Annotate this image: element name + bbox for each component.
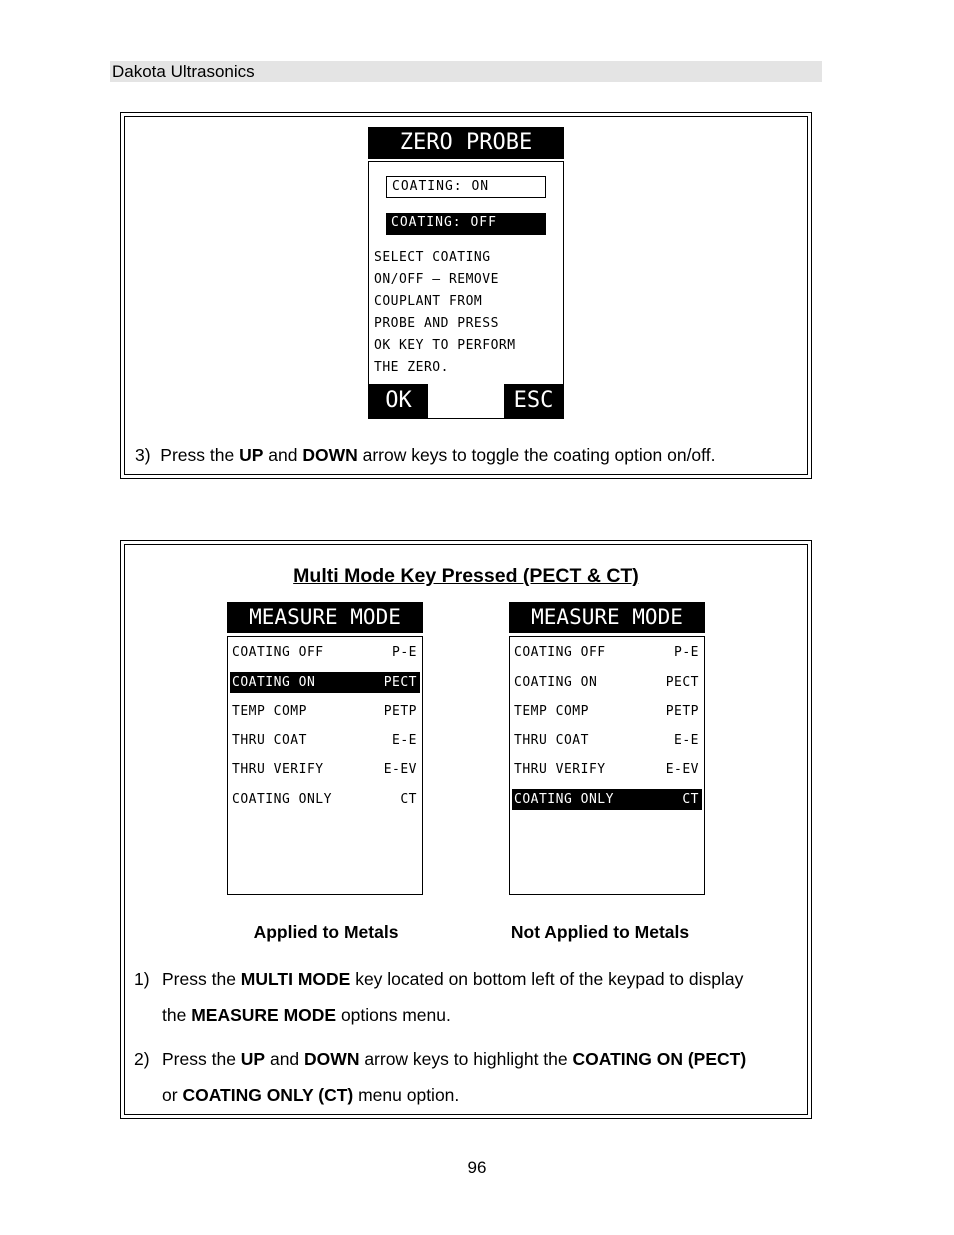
menu-item-coating-only[interactable]: COATING ONLY CT — [512, 789, 702, 810]
up-key-label: UP — [240, 1049, 266, 1069]
measure-mode-screen-right — [509, 602, 705, 895]
applied-to-metals-caption: Applied to Metals — [253, 922, 399, 942]
step-1-number: 1) — [134, 969, 150, 989]
page-number: 96 — [467, 1158, 487, 1177]
step-3-post: arrow keys to toggle the coating option on/off. — [357, 445, 716, 465]
down-key-label: DOWN — [302, 445, 358, 465]
step-1-text: Press the MULTI MODE key located on bottom left of the keypad to display the MEASURE MODE options menu. — [162, 969, 744, 1025]
down-key-label: DOWN — [304, 1049, 360, 1069]
menu-item-thru-coat[interactable]: THRU COAT E-E — [232, 733, 417, 748]
step-3-instruction — [135, 444, 805, 466]
document-header — [110, 61, 822, 82]
step-2-text: Press the UP and DOWN arrow keys to highlight the COATING ON (PECT) or COATING ONLY (CT) menu option. — [162, 1049, 747, 1105]
measure-mode-title-right: MEASURE MODE — [509, 602, 705, 633]
coating-on-option[interactable]: COATING: ON — [386, 176, 546, 198]
menu-item-temp-comp[interactable]: TEMP COMP PETP — [232, 704, 417, 719]
menu-item-thru-verify[interactable]: THRU VERIFY E-EV — [232, 762, 417, 777]
multi-mode-heading-text: Multi Mode Key Pressed (PECT & CT) — [293, 565, 639, 587]
menu-item-coating-on[interactable]: COATING ON PECT — [514, 675, 699, 690]
measure-mode-title-left: MEASURE MODE — [227, 602, 423, 633]
esc-button[interactable]: ESC — [504, 384, 563, 418]
step-1-instruction — [134, 961, 804, 1033]
measure-mode-list-left — [227, 636, 423, 895]
coating-off-option[interactable]: COATING: OFF — [386, 213, 546, 235]
step-2-number: 2) — [134, 1049, 150, 1069]
menu-item-thru-coat[interactable]: THRU COAT E-E — [514, 733, 699, 748]
multi-mode-key-label: MULTI MODE — [240, 969, 351, 989]
zero-probe-screen — [368, 127, 564, 419]
coating-on-option-label: COATING ON (PECT) — [572, 1049, 747, 1069]
coating-only-option-label: COATING ONLY (CT) — [182, 1085, 354, 1105]
menu-item-thru-verify[interactable]: THRU VERIFY E-EV — [514, 762, 699, 777]
zero-probe-figure-frame — [120, 112, 812, 479]
menu-item-coating-on[interactable]: COATING ON PECT — [230, 672, 420, 693]
measure-mode-menu-label: MEASURE MODE — [191, 1005, 337, 1025]
up-key-label: UP — [239, 445, 264, 465]
zero-probe-title: ZERO PROBE — [368, 127, 564, 159]
zero-probe-body — [368, 161, 564, 419]
not-applied-to-metals-caption: Not Applied to Metals — [510, 922, 690, 942]
step-3-pre: Press the — [160, 445, 240, 465]
ok-button[interactable]: OK — [369, 384, 428, 418]
menu-item-coating-only[interactable]: COATING ONLY CT — [232, 792, 417, 807]
step-3-number: 3) — [135, 445, 151, 465]
menu-item-coating-off[interactable]: COATING OFF P-E — [232, 645, 417, 660]
company-name: Dakota Ultrasonics — [112, 62, 255, 81]
measure-mode-list-right — [509, 636, 705, 895]
menu-item-temp-comp[interactable]: TEMP COMP PETP — [514, 704, 699, 719]
multi-mode-heading — [120, 565, 812, 588]
menu-item-coating-off[interactable]: COATING OFF P-E — [514, 645, 699, 660]
step-2-instruction — [134, 1041, 804, 1113]
zero-probe-instructions: SELECT COATING ON/OFF – REMOVE COUPLANT FROM PROBE AND PRESS OK KEY TO PERFORM THE ZERO. — [374, 250, 516, 375]
step-3-and: and — [263, 445, 303, 465]
measure-mode-screen-left — [227, 602, 423, 895]
